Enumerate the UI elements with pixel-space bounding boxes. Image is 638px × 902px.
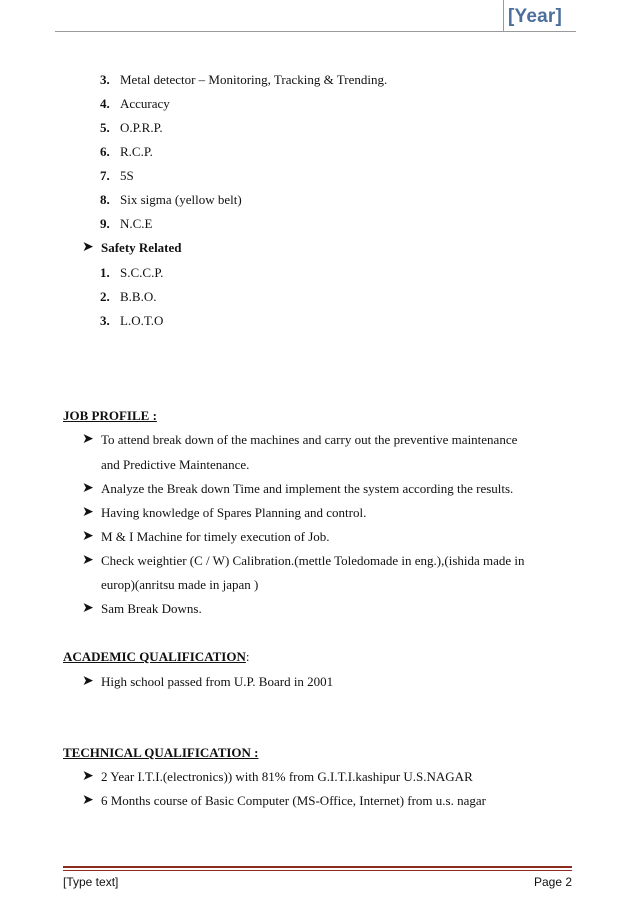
list-number: 2. bbox=[100, 289, 110, 304]
job-bullet-text: M & I Machine for timely execution of Job. bbox=[101, 529, 330, 544]
job-bullet-text-cont: and Predictive Maintenance. bbox=[101, 457, 250, 472]
arrow-bullet-icon: ➤ bbox=[82, 793, 94, 808]
arrow-bullet-icon: ➤ bbox=[82, 481, 94, 496]
job-profile-heading: JOB PROFILE : bbox=[63, 408, 157, 423]
list-number: 3. bbox=[100, 313, 110, 328]
footer-page-number: Page 2 bbox=[534, 875, 573, 889]
list-text: L.O.T.O bbox=[120, 313, 164, 328]
arrow-bullet-icon: ➤ bbox=[82, 529, 94, 544]
list-number: 7. bbox=[100, 168, 110, 183]
arrow-bullet-icon: ➤ bbox=[82, 240, 94, 255]
list-number: 9. bbox=[100, 216, 110, 231]
list-text: 5S bbox=[120, 168, 134, 183]
list-number: 4. bbox=[100, 96, 110, 111]
academic-bullet-text: High school passed from U.P. Board in 2001 bbox=[101, 674, 334, 689]
job-bullet-text-cont: europ)(anritsu made in japan ) bbox=[101, 577, 259, 592]
arrow-bullet-icon: ➤ bbox=[82, 769, 94, 784]
arrow-bullet-icon: ➤ bbox=[82, 432, 94, 447]
job-bullet-text: Analyze the Break down Time and implement the system according the results. bbox=[101, 481, 514, 496]
job-bullet-text: Sam Break Downs. bbox=[101, 601, 202, 616]
list-number: 1. bbox=[100, 265, 110, 280]
technical-bullet-text: 2 Year I.T.I.(electronics)) with 81% from G.I.T.I.kashipur U.S.NAGAR bbox=[101, 769, 473, 784]
footer-rule-thin bbox=[63, 870, 572, 871]
list-number: 8. bbox=[100, 192, 110, 207]
list-text: N.C.E bbox=[120, 216, 153, 231]
technical-heading: TECHNICAL QUALIFICATION : bbox=[63, 745, 259, 760]
list-text: O.P.R.P. bbox=[120, 120, 163, 135]
list-text: B.B.O. bbox=[120, 289, 157, 304]
academic-heading-colon: : bbox=[245, 649, 250, 664]
list-text: Metal detector – Monitoring, Tracking & Trending. bbox=[120, 72, 388, 87]
footer-rule-thick bbox=[63, 866, 572, 868]
job-bullet-text: Check weightier (C / W) Calibration.(mettle Toledomade in eng.),(ishida made in bbox=[101, 553, 525, 568]
arrow-bullet-icon: ➤ bbox=[82, 505, 94, 520]
job-bullet-text: To attend break down of the machines and carry out the preventive maintenance bbox=[101, 432, 518, 447]
list-text: S.C.C.P. bbox=[120, 265, 164, 280]
list-number: 5. bbox=[100, 120, 110, 135]
list-number: 6. bbox=[100, 144, 110, 159]
arrow-bullet-icon: ➤ bbox=[82, 674, 94, 689]
academic-heading-line bbox=[63, 649, 249, 665]
header-separator bbox=[503, 0, 504, 31]
header-rule bbox=[55, 31, 576, 32]
list-text: Accuracy bbox=[120, 96, 170, 111]
safety-heading: Safety Related bbox=[101, 240, 182, 255]
list-number: 3. bbox=[100, 72, 110, 87]
academic-heading: ACADEMIC QUALIFICATION bbox=[63, 649, 246, 664]
arrow-bullet-icon: ➤ bbox=[82, 553, 94, 568]
footer-left-text: [Type text] bbox=[63, 875, 119, 889]
header-year: [Year] bbox=[508, 6, 563, 27]
job-bullet-text: Having knowledge of Spares Planning and control. bbox=[101, 505, 367, 520]
arrow-bullet-icon: ➤ bbox=[82, 601, 94, 616]
list-text: R.C.P. bbox=[120, 144, 153, 159]
technical-bullet-text: 6 Months course of Basic Computer (MS-Office, Internet) from u.s. nagar bbox=[101, 793, 486, 808]
list-text: Six sigma (yellow belt) bbox=[120, 192, 242, 207]
